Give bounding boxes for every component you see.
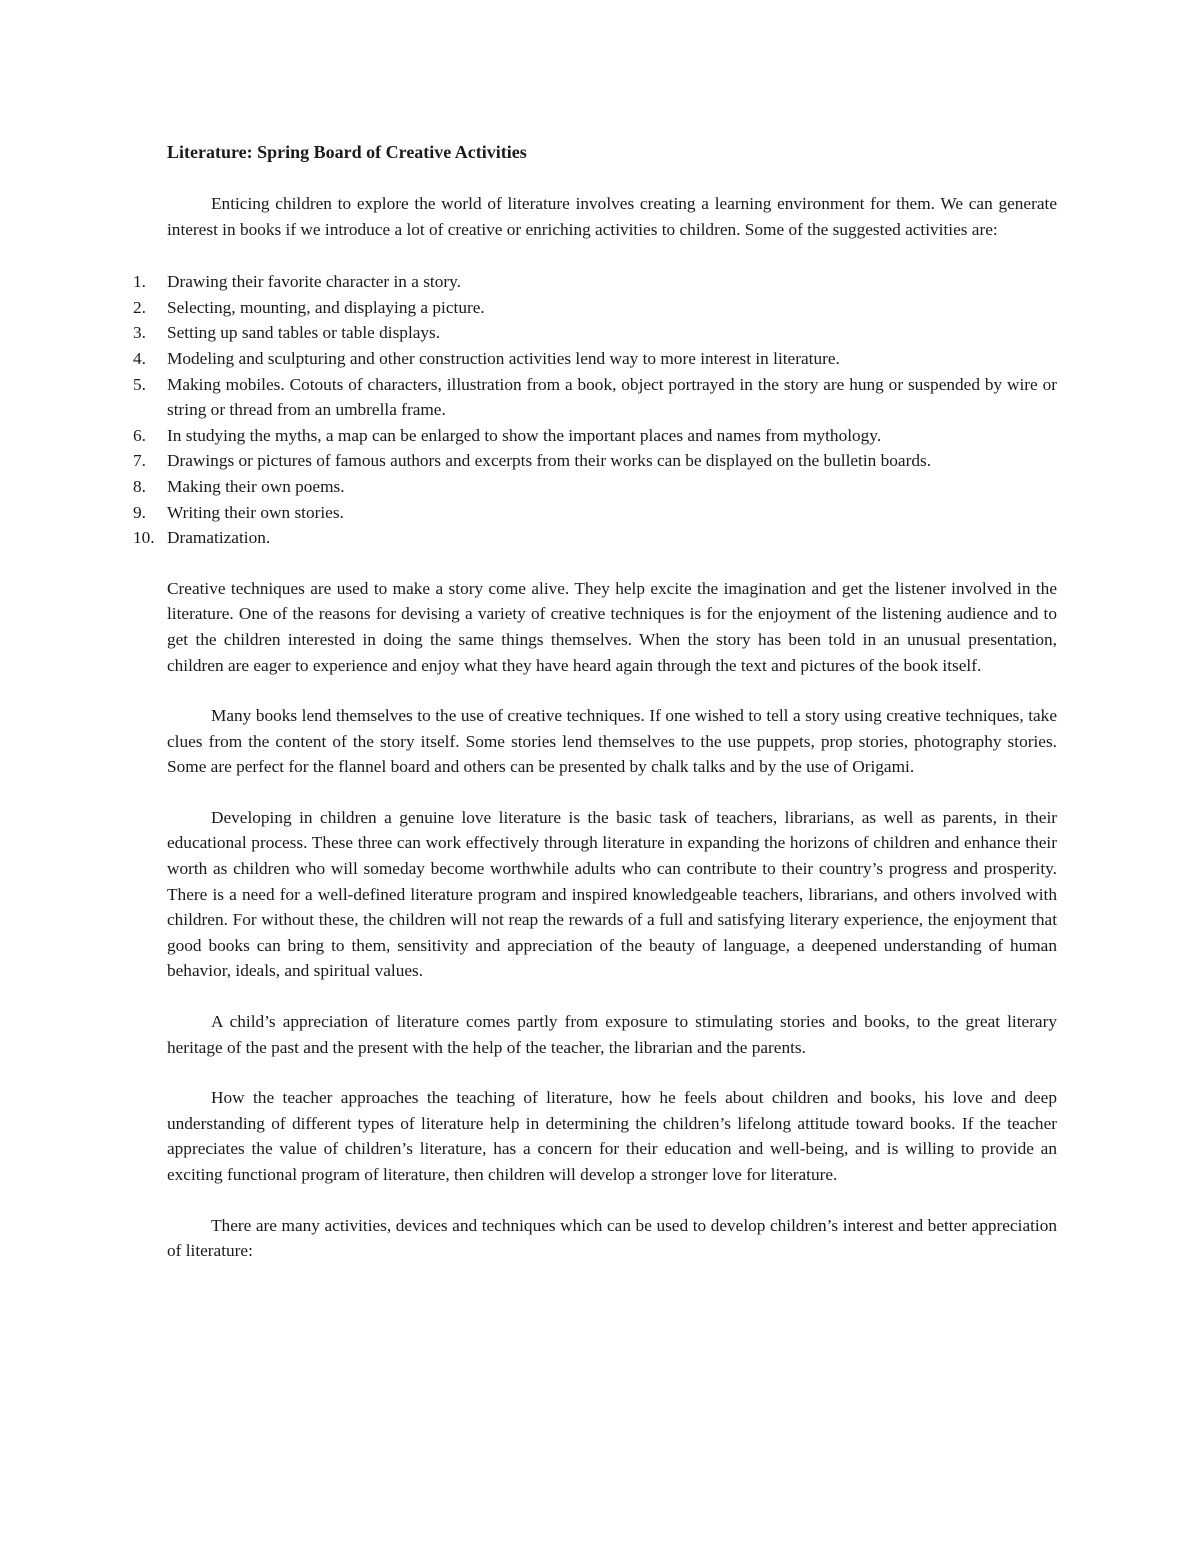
document-page <box>133 139 1057 1289</box>
list-item-text: Making mobiles. Cotouts of characters, illustration from a book, object portrayed in the story are hung or suspended by wire or string or thread from an umbrella frame. <box>167 374 1057 420</box>
list-item-number: 1. <box>133 272 146 292</box>
list-item-text: In studying the myths, a map can be enlarged to show the important places and names from mythology. <box>167 425 882 445</box>
list-item-number: 2. <box>133 297 146 317</box>
list-item-text: Setting up sand tables or table displays. <box>167 323 441 343</box>
list-item <box>133 423 1057 449</box>
body-paragraph: Many books lend themselves to the use of creative techniques. If one wished to tell a story using creative techniques, take clues from the content of the story itself. Some stories lend themselves to the use puppets, prop stories, photography stories. Some are perfect for the flannel board and others can be presented by chalk talks and by the use of Origami. <box>167 706 1057 777</box>
body-paragraph: How the teacher approaches the teaching of literature, how he feels about children and books, his love and deep understanding of different types of literature help in determining the children’s lifelong attitude toward books. If the teacher appreciates the value of children’s literature, has a concern for their education and well-being, and is willing to provide an exciting functional program of literature, then children will develop a stronger love for literature. <box>167 1088 1057 1184</box>
document-title: Literature: Spring Board of Creative Activities <box>167 142 527 162</box>
list-item <box>133 269 1057 295</box>
list-item-text: Dramatization. <box>167 528 271 548</box>
list-item-text: Selecting, mounting, and displaying a picture. <box>167 297 485 317</box>
body-paragraph: Developing in children a genuine love literature is the basic task of teachers, librarians, as well as parents, in their educational process. These three can work effectively through literature in expanding the horizons of children and enhance their worth as children who will someday become worthwhile adults who can contribute to their country’s progress and prosperity. There is a need for a well-defined literature program and inspired knowledgeable teachers, librarians, and others involved with children. For without these, the children will not reap the rewards of a full and satisfying literary experience, the enjoyment that good books can bring to them, sensitivity and appreciation of the beauty of language, a deepened understanding of human behavior, ideals, and spiritual values. <box>167 807 1057 981</box>
list-item-number: 8. <box>133 476 146 496</box>
body-paragraph: A child’s appreciation of literature comes partly from exposure to stimulating stories and books, to the great literary heritage of the past and the present with the help of the teacher, the librarian and the parents. <box>167 1012 1057 1057</box>
list-item-text: Modeling and sculpturing and other construction activities lend way to more interest in literature. <box>167 348 840 368</box>
list-item <box>133 448 1057 474</box>
list-item <box>133 525 1057 551</box>
list-item-number: 7. <box>133 451 146 471</box>
list-item <box>133 372 1057 423</box>
list-item <box>133 500 1057 526</box>
body-paragraph: There are many activities, devices and techniques which can be used to develop children’s interest and better appreciation of literature: <box>167 1215 1057 1261</box>
activities-list <box>127 269 1057 551</box>
list-item-text: Drawing their favorite character in a story. <box>167 272 461 292</box>
list-item-text: Making their own poems. <box>167 476 345 496</box>
intro-paragraph: Enticing children to explore the world of literature involves creating a learning environment for them. We can generate interest in books if we introduce a lot of creative or enriching activities to children. Some of the suggested activities are: <box>167 194 1057 239</box>
list-item-number: 3. <box>133 323 146 343</box>
list-item-text: Writing their own stories. <box>167 502 344 522</box>
list-item-number: 4. <box>133 348 146 368</box>
list-item-number: 9. <box>133 502 146 522</box>
list-item <box>133 474 1057 500</box>
list-item-number: 10. <box>133 528 155 548</box>
list-item-text: Drawings or pictures of famous authors and excerpts from their works can be displayed on the bulletin boards. <box>167 451 932 471</box>
list-item <box>133 320 1057 346</box>
list-item <box>133 346 1057 372</box>
list-item-number: 6. <box>133 425 146 445</box>
list-item <box>133 295 1057 321</box>
list-item-number: 5. <box>133 374 146 394</box>
body-paragraph: Creative techniques are used to make a story come alive. They help excite the imagination and get the listener involved in the literature. One of the reasons for devising a variety of creative techniques is for the enjoyment of the listening audience and to get the children interested in doing the same things themselves. When the story has been told in an unusual presentation, children are eager to experience and enjoy what they have heard again through the text and pictures of the book itself. <box>167 578 1057 675</box>
